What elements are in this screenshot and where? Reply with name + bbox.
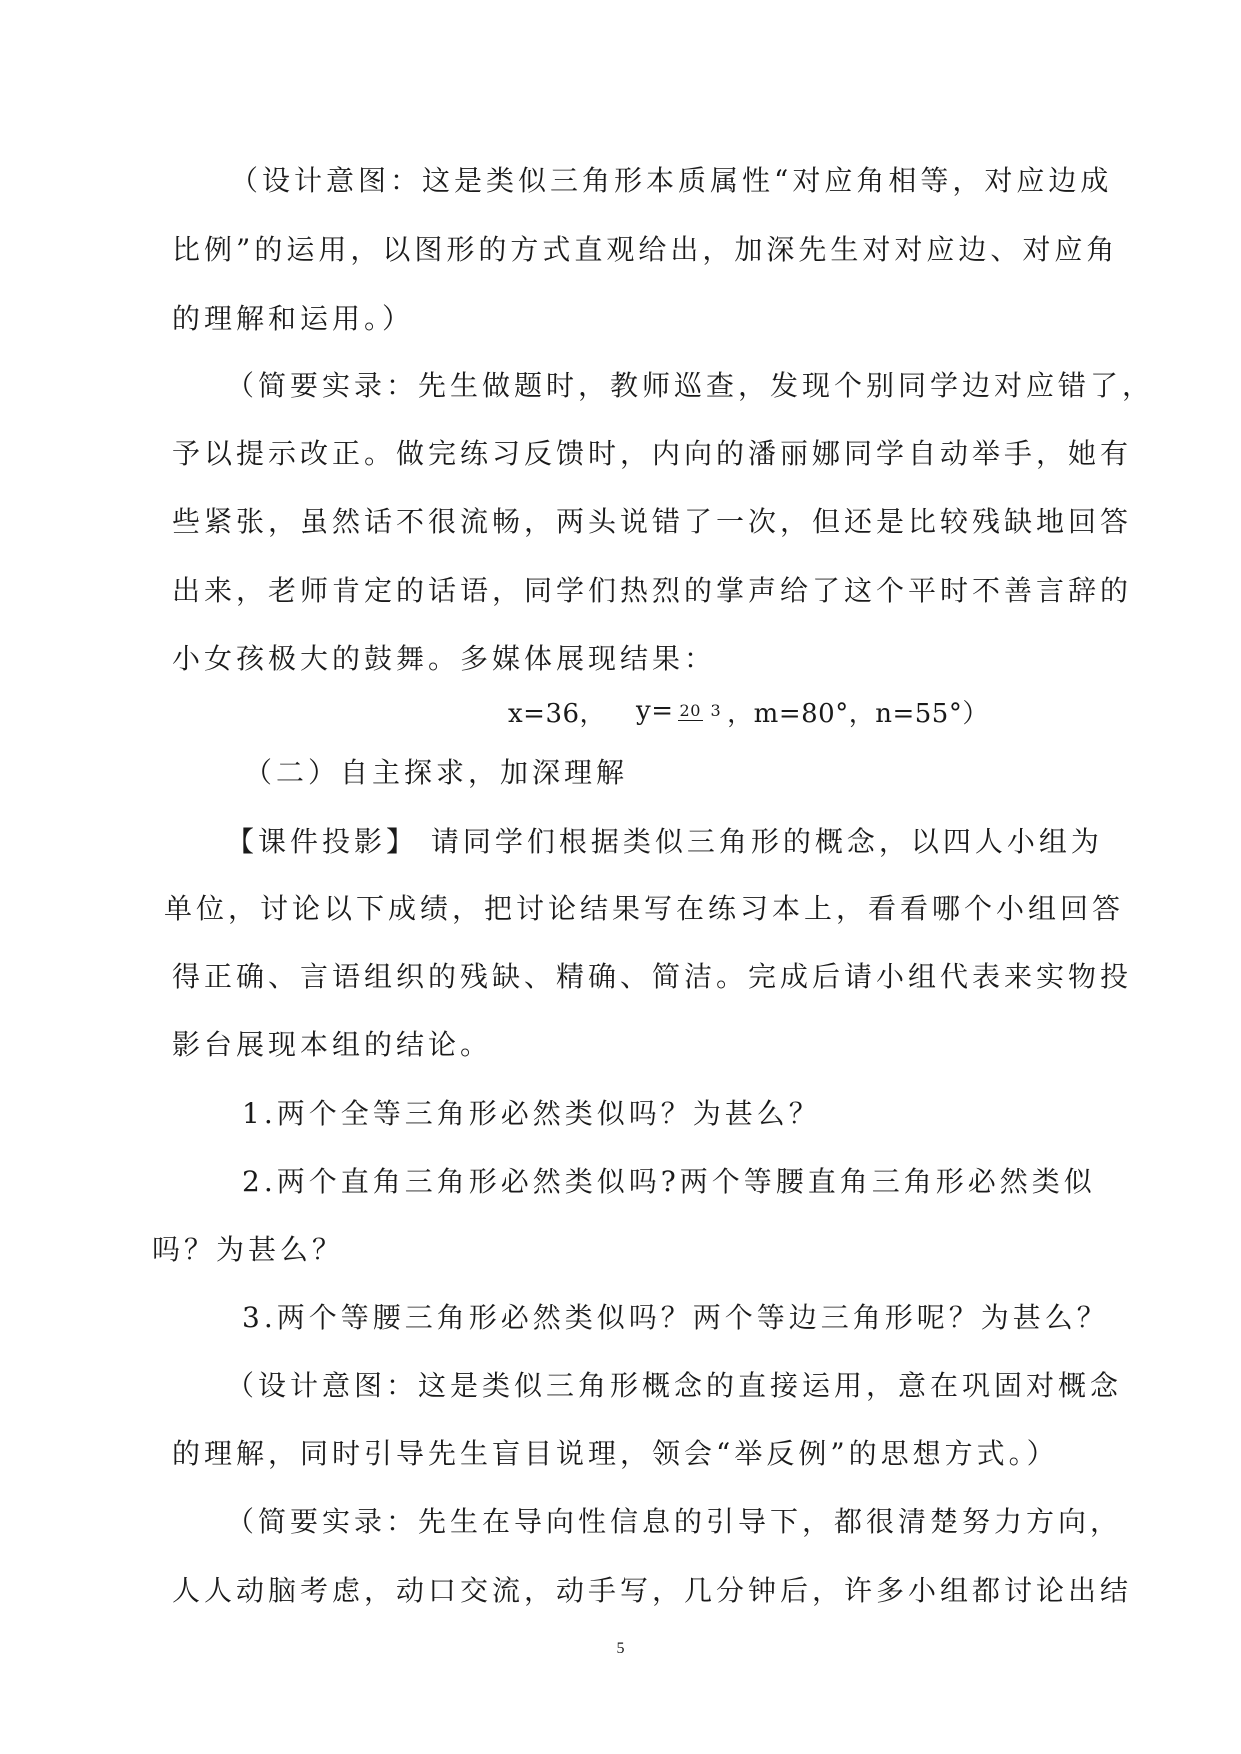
design-intent-line-2: 比例”的运用，以图形的方式直观给出，加深先生对对应边、对应角 [172, 233, 1119, 266]
question-2-continued: 吗？为甚么？ [152, 1233, 345, 1266]
design-intent-line-3: 的理解和运用。） [172, 302, 415, 335]
courseware-line-2: 单位，讨论以下成绩，把讨论结果写在练习本上，看看哪个小组回答 [164, 892, 1125, 925]
design-intent-2-line-2: 的理解，同时引导先生盲目说理，领会“举反例”的思想方式。） [172, 1437, 1059, 1470]
record-line-3: 些紧张，虽然话不很流畅，两头说错了一次，但还是比较残缺地回答 [172, 505, 1133, 538]
question-3: 3.两个等腰三角形必然类似吗？两个等边三角形呢？为甚么？ [242, 1301, 1109, 1334]
question-2: 2.两个直角三角形必然类似吗?两个等腰直角三角形必然类似 [242, 1165, 1096, 1198]
courseware-line-3: 得正确、言语组织的残缺、精确、简洁。完成后请小组代表来实物投 [172, 960, 1133, 993]
fraction-numerator: 20 [679, 700, 701, 720]
formula-n: n=55°） [875, 698, 989, 729]
design-intent-2-line-1: （设计意图：这是类似三角形概念的直接运用，意在巩固对概念 [226, 1369, 1123, 1402]
formula-m: ，m=80°， [727, 698, 876, 729]
courseware-line-4: 影台展现本组的结论。 [172, 1028, 493, 1061]
section-heading: （二）自主探求，加深理解 [244, 756, 629, 789]
record-2-line-2: 人人动脑考虑，动口交流，动手写，几分钟后，许多小组都讨论出结 [172, 1574, 1133, 1607]
formula-x: x=36， [508, 698, 607, 729]
formula-y-fraction [678, 702, 724, 721]
courseware-line-1: 【课件投影】 请同学们根据类似三角形的概念，以四人小组为 [226, 825, 1103, 858]
result-formula [508, 683, 989, 739]
record-line-5: 小女孩极大的鼓舞。多媒体展现结果： [172, 642, 717, 675]
record-line-2: 予以提示改正。做完练习反馈时，内向的潘丽娜同学自动举手，她有 [172, 437, 1133, 470]
record-2-line-1: （简要实录：先生在导向性信息的引导下，都很清楚努力方向， [226, 1505, 1123, 1538]
record-line-1: （简要实录：先生做题时，教师巡查，发现个别同学边对应错了， [226, 369, 1155, 402]
design-intent-line-1: （设计意图：这是类似三角形本质属性“对应角相等，对应边成 [230, 164, 1113, 197]
fraction-denominator: 3 [710, 700, 722, 720]
record-line-4: 出来，老师肯定的话语，同学们热烈的掌声给了这个平时不善言辞的 [172, 574, 1133, 607]
question-1: 1.两个全等三角形必然类似吗？为甚么？ [242, 1097, 821, 1130]
formula-y-prefix: y= [636, 696, 674, 726]
page-number: 5 [616, 1640, 625, 1657]
